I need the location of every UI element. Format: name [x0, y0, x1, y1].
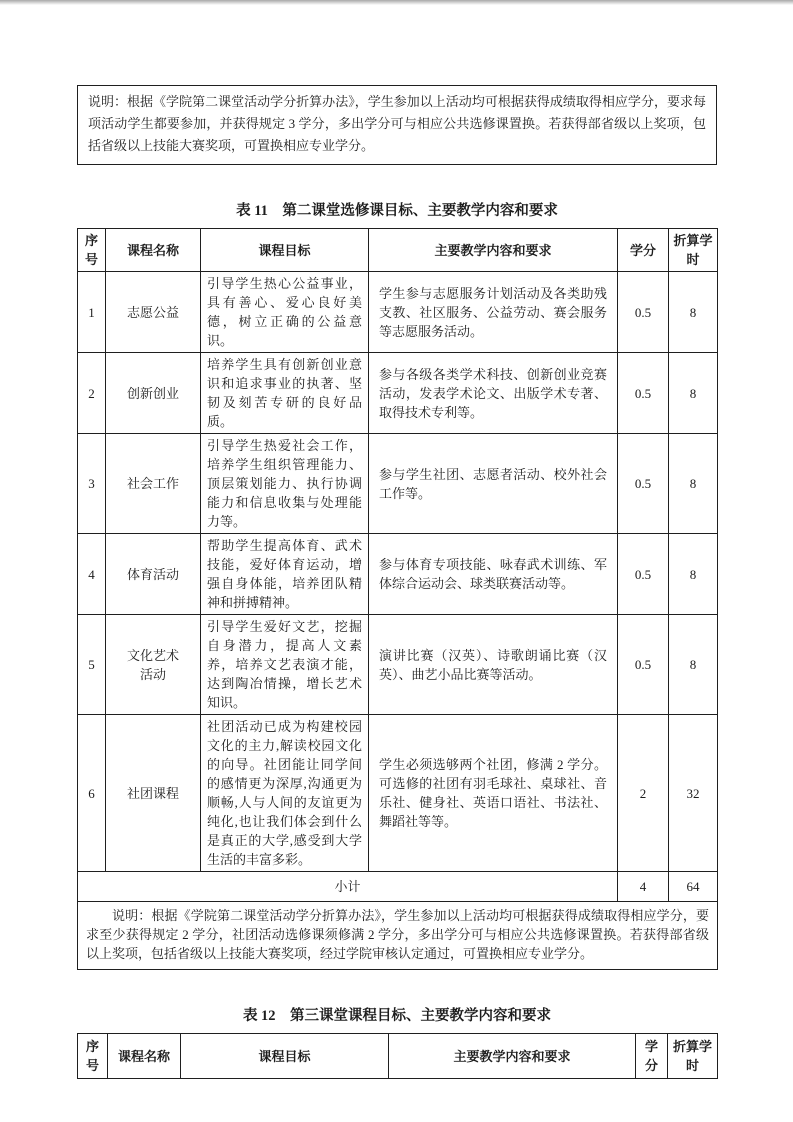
- cell-credits: 0.5: [618, 272, 669, 353]
- header-seq: 序号: [78, 229, 106, 272]
- cell-seq: 6: [78, 715, 106, 872]
- cell-course-content: 学生必须选够两个社团，修满 2 学分。可选修的社团有羽毛球社、桌球社、音乐社、健身社、英语口语社、书法社、舞蹈社等等。: [369, 715, 618, 872]
- header-name: 课程名称: [106, 229, 201, 272]
- table-note-row: [78, 902, 718, 970]
- cell-course-goal: 培养学生具有创新创业意识和追求事业的执著、坚韧及刻苦专研的良好品质。: [201, 353, 369, 434]
- document-page: [77, 85, 717, 1079]
- header-goal: 课程目标: [201, 229, 369, 272]
- header-credits: 学分: [618, 229, 669, 272]
- cell-course-name: 文化艺术活动: [106, 615, 201, 715]
- subtotal-label: 小计: [78, 872, 618, 902]
- header-content: 主要教学内容和要求: [369, 229, 618, 272]
- header-name: 课程名称: [108, 1034, 181, 1079]
- cell-seq: 5: [78, 615, 106, 715]
- cell-credits: 0.5: [618, 434, 669, 534]
- cell-course-goal: 引导学生热心公益事业，具有善心、爱心良好美德，树立正确的公益意识。: [201, 272, 369, 353]
- header-goal: 课程目标: [181, 1034, 389, 1079]
- cell-hours: 8: [669, 353, 718, 434]
- header-seq: 序号: [78, 1034, 108, 1079]
- table11-header-row: [78, 229, 718, 272]
- cell-hours: 8: [669, 272, 718, 353]
- cell-course-name: 社团课程: [106, 715, 201, 872]
- table-row: [78, 434, 718, 534]
- cell-seq: 3: [78, 434, 106, 534]
- cell-seq: 1: [78, 272, 106, 353]
- subtotal-row: [78, 872, 718, 902]
- cell-hours: 8: [669, 615, 718, 715]
- top-note-text: 说明：根据《学院第二课堂活动学分折算办法》，学生参加以上活动均可根据获得成绩取得相应学分，要求每项活动学生都要参加，并获得规定 3 学分，多出学分可与相应公共选修课置换。若获得部省级以上奖项，包括省级以上技能大赛奖项，可置换相应专业学分。: [88, 94, 706, 153]
- cell-course-name: 体育活动: [106, 534, 201, 615]
- cell-course-name: 创新创业: [106, 353, 201, 434]
- cell-hours: 8: [669, 434, 718, 534]
- cell-course-goal: 帮助学生提高体育、武术技能，爱好体育运动，增强自身体能，培养团队精神和拼搏精神。: [201, 534, 369, 615]
- cell-course-name: 社会工作: [106, 434, 201, 534]
- table11: [77, 228, 718, 970]
- cell-course-content: 学生参与志愿服务计划活动及各类助残支教、社区服务、公益劳动、赛会服务等志愿服务活动。: [369, 272, 618, 353]
- table11-title: 表 11 第二课堂选修课目标、主要教学内容和要求: [236, 203, 558, 219]
- header-credits: 学分: [636, 1034, 668, 1079]
- cell-seq: 4: [78, 534, 106, 615]
- header-hours: 折算学时: [669, 229, 718, 272]
- subtotal-credits: 4: [618, 872, 669, 902]
- table11-note: 说明：根据《学院第二课堂活动学分折算办法》，学生参加以上活动均可根据获得成绩取得相应学分，要求至少获得规定 2 学分，社团活动选修课须修满 2 学分，多出学分可与相应公共选修课置换。若获得部省级以上奖项，包括省级以上技能大赛奖项，经过学院审核认定通过，可置换相应专业学分。: [78, 902, 718, 970]
- cell-hours: 32: [669, 715, 718, 872]
- table-row: [78, 353, 718, 434]
- subtotal-hours: 64: [669, 872, 718, 902]
- cell-course-goal: 引导学生爱好文艺，挖掘自身潜力，提高人文素养，培养文艺表演才能，达到陶冶情操，增长艺术知识。: [201, 615, 369, 715]
- top-note-box: [77, 85, 717, 165]
- table-row: [78, 272, 718, 353]
- scan-edge-shadow: [0, 0, 793, 5]
- cell-credits: 0.5: [618, 534, 669, 615]
- cell-course-name: 志愿公益: [106, 272, 201, 353]
- cell-seq: 2: [78, 353, 106, 434]
- table-row: [78, 615, 718, 715]
- cell-course-content: 参与各级各类学术科技、创新创业竞赛活动，发表学术论文、出版学术专著、取得技术专利等。: [369, 353, 618, 434]
- cell-hours: 8: [669, 534, 718, 615]
- cell-course-content: 演讲比赛（汉英）、诗歌朗诵比赛（汉英）、曲艺小品比赛等活动。: [369, 615, 618, 715]
- cell-course-content: 参与学生社团、志愿者活动、校外社会工作等。: [369, 434, 618, 534]
- table12-header-row: [78, 1034, 718, 1079]
- header-content: 主要教学内容和要求: [389, 1034, 636, 1079]
- cell-course-goal: 引导学生热爱社会工作，培养学生组织管理能力、顶层策划能力、执行协调能力和信息收集与处理能力等。: [201, 434, 369, 534]
- table-row: [78, 534, 718, 615]
- table12-title: 表 12 第三课堂课程目标、主要教学内容和要求: [242, 1008, 552, 1024]
- cell-credits: 2: [618, 715, 669, 872]
- header-hours: 折算学时: [668, 1034, 718, 1079]
- cell-course-content: 参与体育专项技能、咏春武术训练、军体综合运动会、球类联赛活动等。: [369, 534, 618, 615]
- table-row: [78, 715, 718, 872]
- table12: [77, 1033, 718, 1079]
- cell-credits: 0.5: [618, 353, 669, 434]
- cell-course-goal: 社团活动已成为构建校园文化的主力,解读校园文化的向导。社团能让同学间的感情更为深厚,沟通更为顺畅,人与人间的友谊更为纯化,也让我们体会到什么是真正的大学,感受到大学生活的丰富多彩。: [201, 715, 369, 872]
- cell-credits: 0.5: [618, 615, 669, 715]
